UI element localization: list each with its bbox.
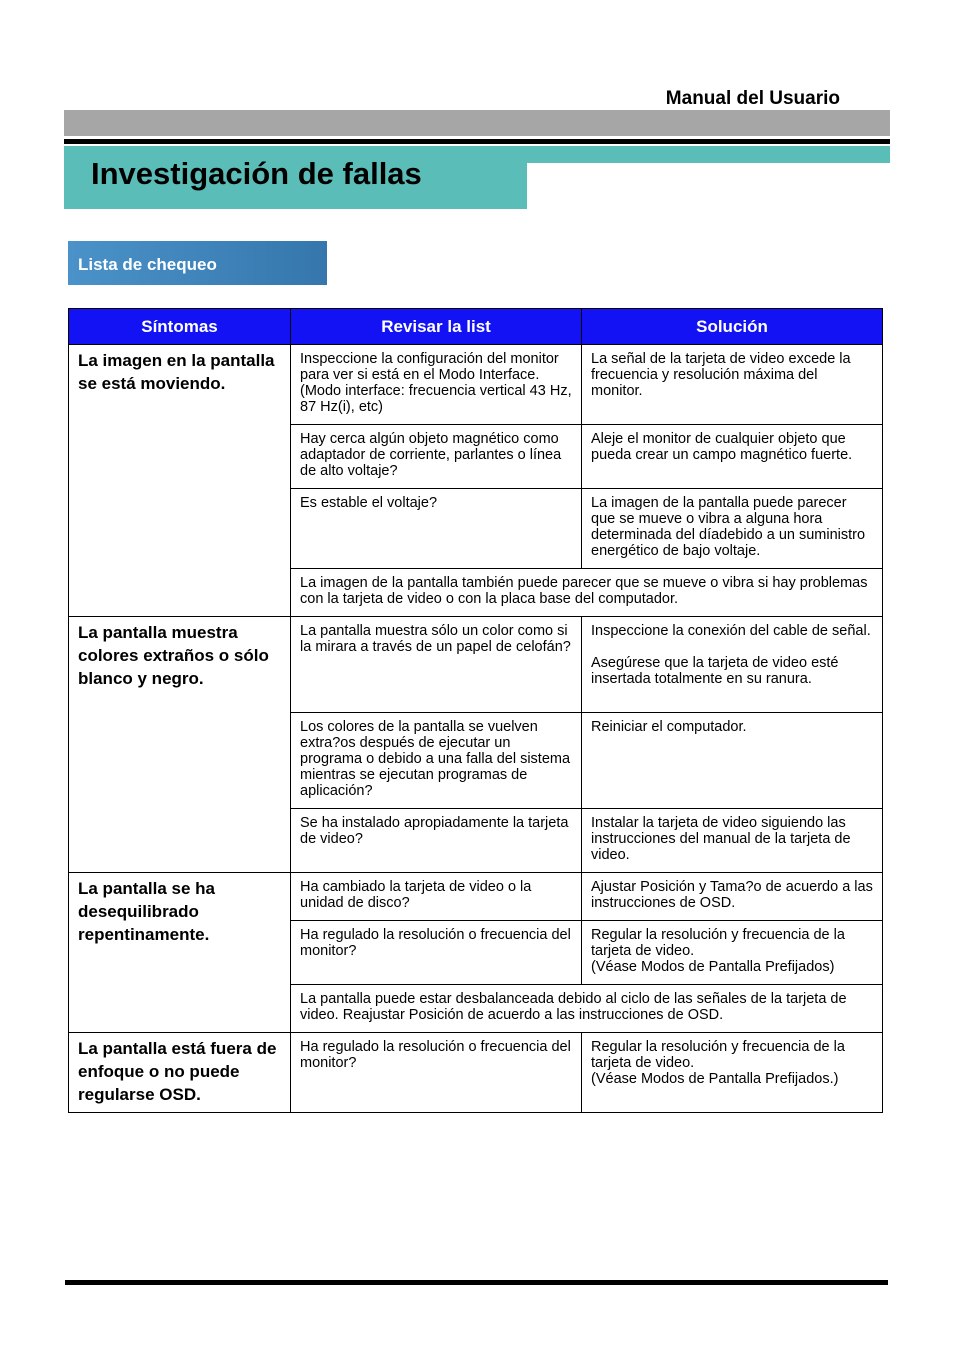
solution-cell (582, 617, 883, 713)
solution-cell: Aleje el monitor de cualquier objeto que pueda crear un campo magnético fuerte. (582, 425, 883, 489)
symptom-cell: La pantalla está fuera de enfoque o no puede regularse OSD. (69, 1033, 291, 1113)
symptom-cell: La imagen en la pantalla se está moviendo. (69, 345, 291, 617)
solution-text: Regular la resolución y frecuencia de la tarjeta de video. (591, 927, 845, 959)
note-cell: La imagen de la pantalla también puede parecer que se mueve o vibra si hay problemas con la tarjeta de video o con la placa base del computador. (291, 569, 883, 617)
title-tab-curve (527, 163, 567, 209)
section-heading (68, 241, 327, 285)
solution-cell: La imagen de la pantalla puede parecer que se mueve o vibra a alguna hora determinada del díadebido a un suministro energético de bajo voltaje. (582, 489, 883, 569)
note-cell: La pantalla puede estar desbalanceada debido al ciclo de las señales de la tarjeta de video. Reajustar Posición de acuerdo a las instrucciones de OSD. (291, 985, 883, 1033)
solution-cell: Instalar la tarjeta de video siguiendo las instrucciones del manual de la tarjeta de video. (582, 809, 883, 873)
check-cell: Hay cerca algún objeto magnético como adaptador de corriente, parlantes o línea de alto voltaje? (291, 425, 582, 489)
solution-text: Regular la resolución y frecuencia de la tarjeta de video. (591, 1039, 845, 1071)
check-cell: Los colores de la pantalla se vuelven extra?os después de ejecutar un programa o debido a una falla del sistema mientras se ejecutan programas de aplicación? (291, 713, 582, 809)
table-header-row (69, 309, 883, 345)
table-row (69, 873, 883, 921)
footer-divider-line (65, 1280, 888, 1285)
check-cell: Se ha instalado apropiadamente la tarjeta de video? (291, 809, 582, 873)
header-divider-line (64, 139, 890, 144)
table-row (69, 345, 883, 425)
section-label: Lista de chequeo (78, 255, 217, 274)
solution-cell: La señal de la tarjeta de video excede la frecuencia y resolución máxima del monitor. (582, 345, 883, 425)
symptom-cell: La pantalla se ha desequilibrado repentinamente. (69, 873, 291, 1033)
column-header-check: Revisar la list (291, 309, 582, 345)
check-cell: Ha regulado la resolución o frecuencia del monitor? (291, 921, 582, 985)
manual-label: Manual del Usuario (665, 88, 840, 109)
solution-text: Inspeccione la conexión del cable de señal. (591, 623, 871, 639)
solution-cell (582, 1033, 883, 1113)
page-title: Investigación de fallas (91, 156, 422, 191)
solution-cell: Reiniciar el computador. (582, 713, 883, 809)
troubleshooting-table (68, 308, 883, 1113)
solution-cell: Ajustar Posición y Tama?o de acuerdo a las instrucciones de OSD. (582, 873, 883, 921)
check-cell: Es estable el voltaje? (291, 489, 582, 569)
table-row (69, 617, 883, 713)
solution-text: (Véase Modos de Pantalla Prefijados) (591, 959, 835, 975)
check-cell: Ha regulado la resolución o frecuencia del monitor? (291, 1033, 582, 1113)
solution-text: Asegúrese que la tarjeta de video esté insertada totalmente en su ranura. (591, 655, 839, 687)
check-cell: Inspeccione la configuración del monitor para ver si está en el Modo Interface. (Modo interface: frecuencia vertical 43 Hz, 87 Hz(i), etc) (291, 345, 582, 425)
table-row (69, 1033, 883, 1113)
symptom-cell: La pantalla muestra colores extraños o sólo blanco y negro. (69, 617, 291, 873)
solution-cell (582, 921, 883, 985)
column-header-symptoms: Síntomas (69, 309, 291, 345)
header-gray-bar (64, 110, 890, 136)
check-cell: La pantalla muestra sólo un color como si la mirara a través de un papel de celofán? (291, 617, 582, 713)
check-cell: Ha cambiado la tarjeta de video o la unidad de disco? (291, 873, 582, 921)
solution-text: (Véase Modos de Pantalla Prefijados.) (591, 1071, 839, 1087)
column-header-solution: Solución (582, 309, 883, 345)
